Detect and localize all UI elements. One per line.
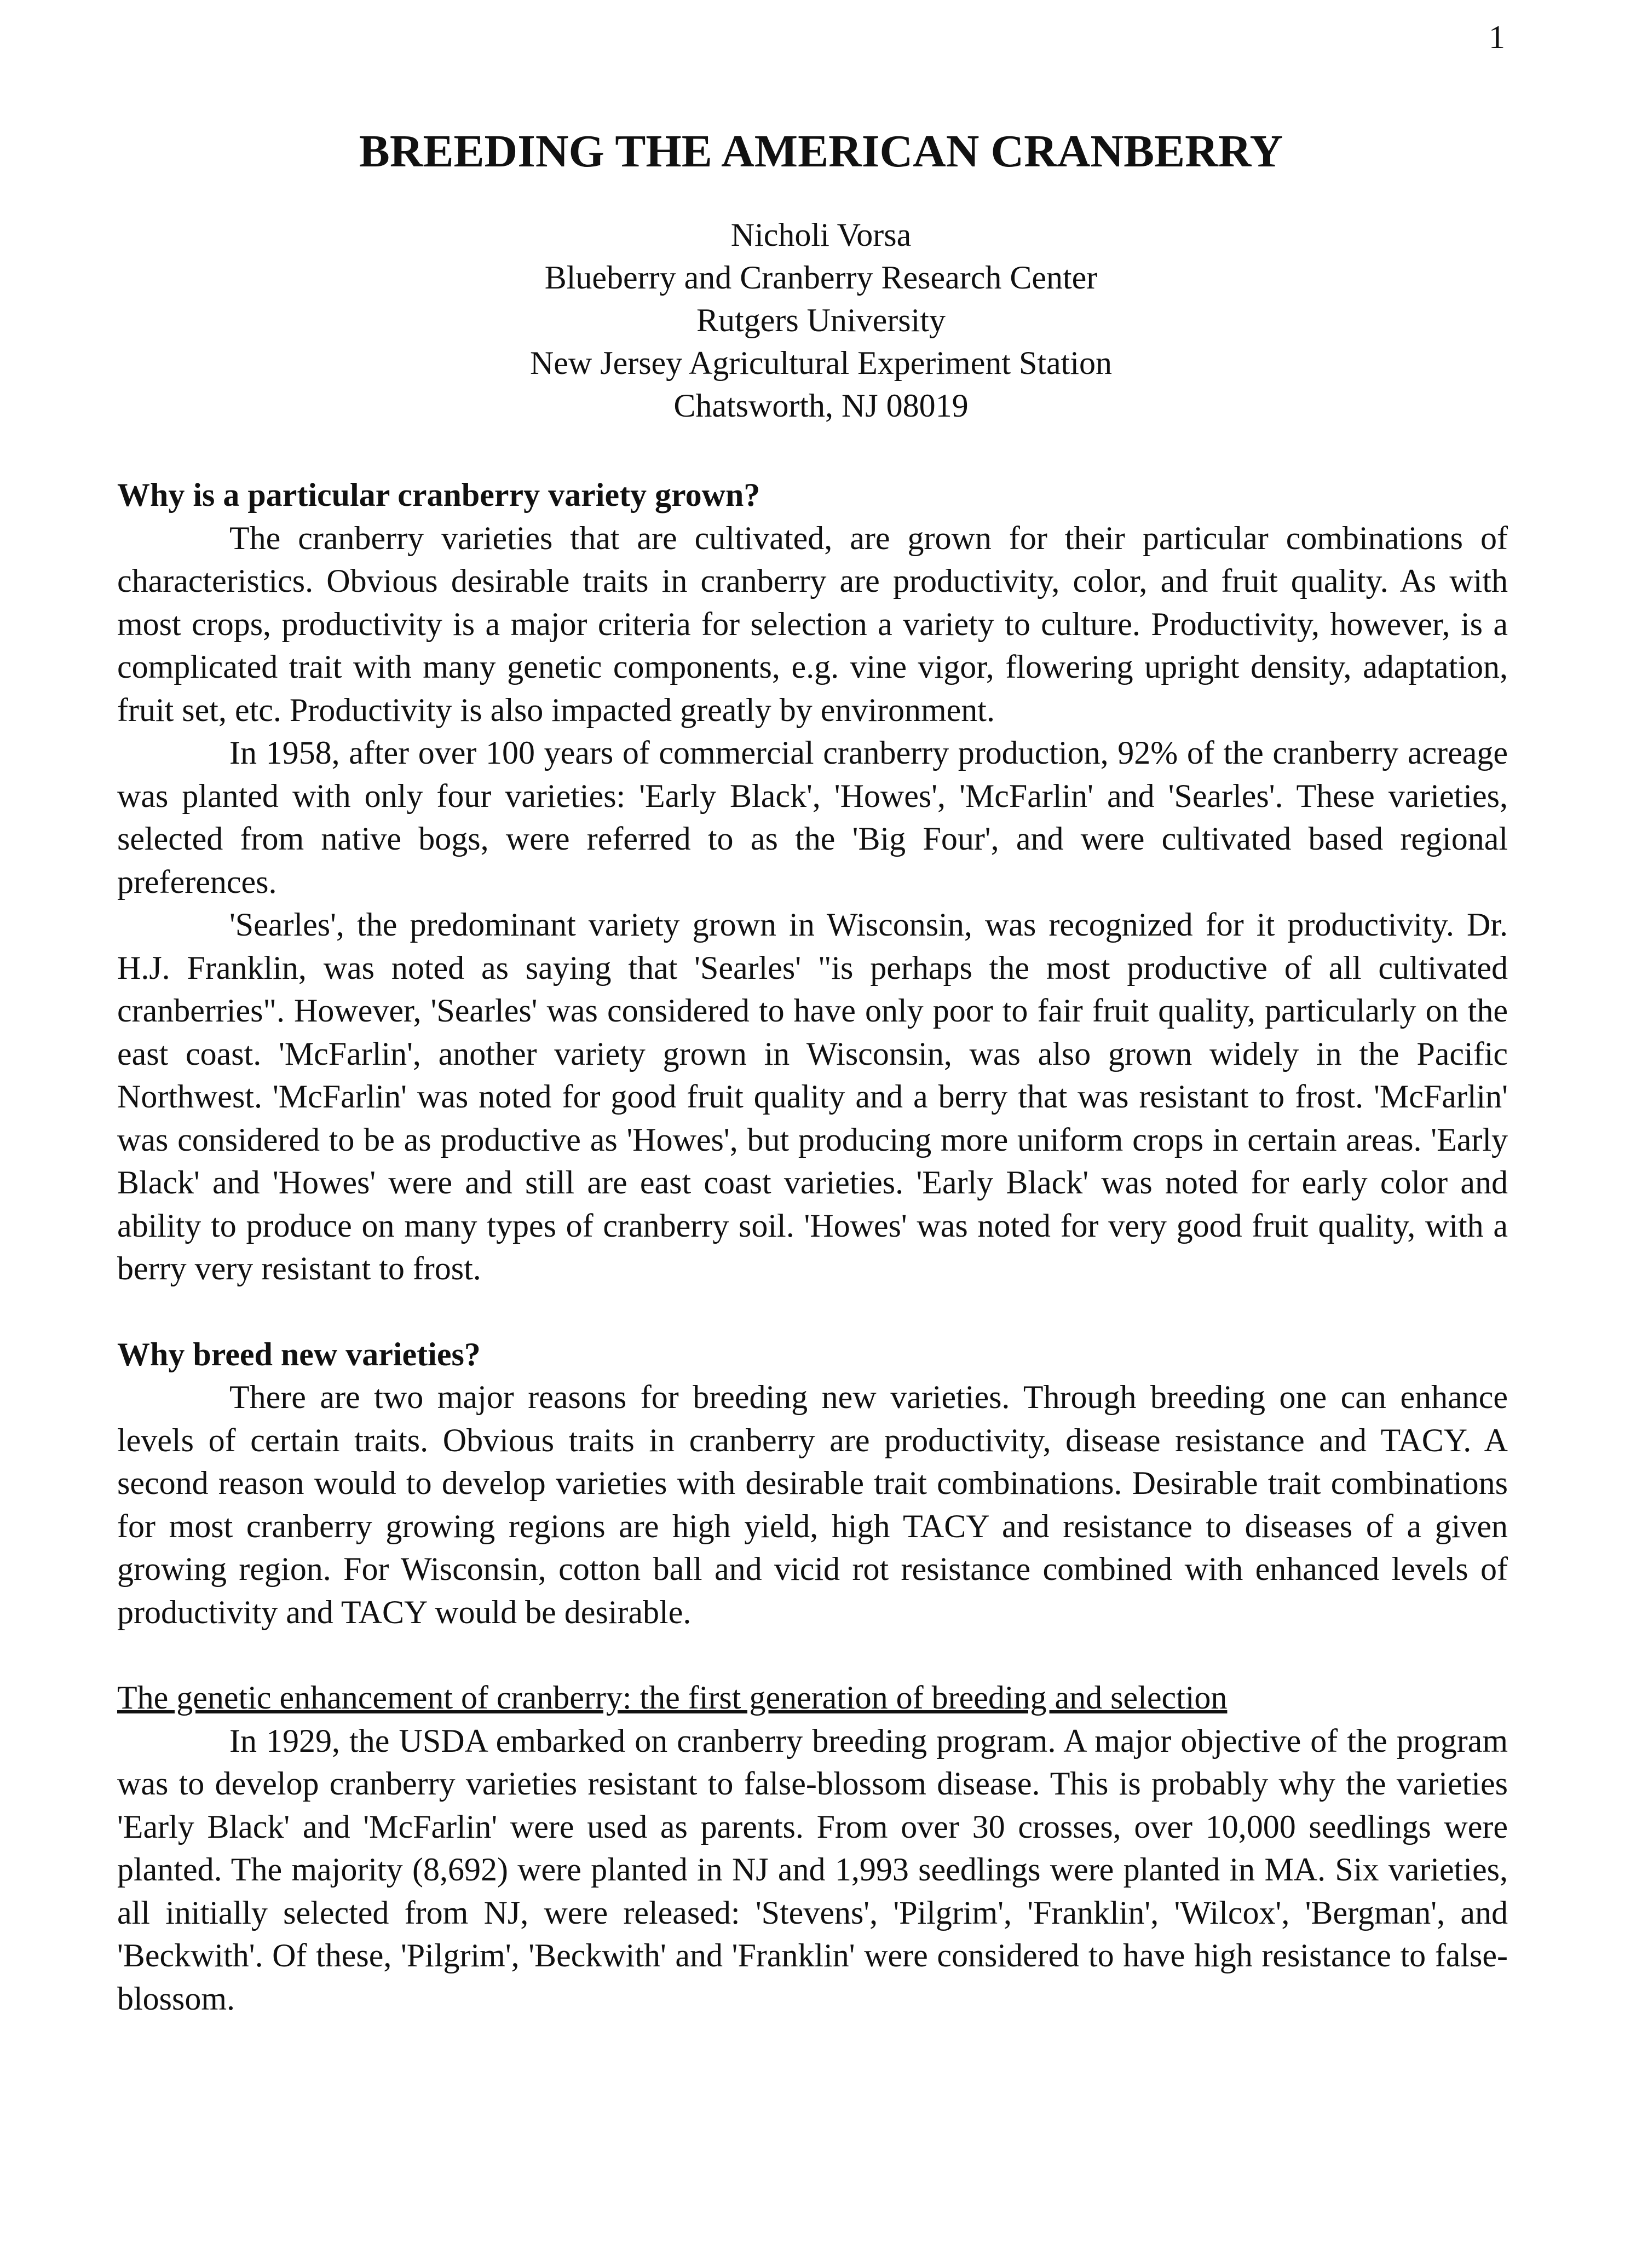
affiliation-line: New Jersey Agricultural Experiment Station xyxy=(529,345,1113,381)
section-gap xyxy=(117,1290,1508,1333)
affiliation-line: Rutgers University xyxy=(696,302,946,338)
author-block xyxy=(0,213,1642,427)
section-heading: Why breed new varieties? xyxy=(117,1336,481,1372)
page-number: 1 xyxy=(1489,19,1505,55)
paragraph: In 1958, after over 100 years of commercial cranberry production, 92% of the cranberry acreage was planted with only four varieties: 'Early Black', 'Howes', 'McFarlin' and 'Searles'. These varieties, selected from native bogs, were referred to as the 'Big Four', and were cultivated based regional preferences. xyxy=(117,735,1508,900)
paragraph: There are two major reasons for breeding new varieties. Through breeding one can enhance levels of certain traits. Obvious traits in cranberry are productivity, disease resistance and TACY. A second reason would to develop varieties with desirable trait combinations. Desirable trait combinations for most cranberry growing regions are high yield, high TACY and resistance to diseases of a given growing region. For Wisconsin, cotton ball and vicid rot resistance combined with enhanced levels of productivity and TACY would be desirable. xyxy=(117,1379,1508,1630)
subsection-heading: The genetic enhancement of cranberry: the first generation of breeding and selection xyxy=(117,1680,1228,1716)
document-body xyxy=(117,474,1508,2020)
paragraph: In 1929, the USDA embarked on cranberry breeding program. A major objective of the program was to develop cranberry varieties resistant to false-blossom disease. This is probably why the varieties 'Early Black' and 'McFarlin' were used as parents. From over 30 crosses, over 10,000 seedlings were planted. The majority (8,692) were planted in NJ and 1,993 seedlings were planted in MA. Six varieties, all initially selected from NJ, were released: 'Stevens', 'Pilgrim', 'Franklin', 'Wilcox', 'Bergman', and 'Beckwith'. Of these, 'Pilgrim', 'Beckwith' and 'Franklin' were considered to have high resistance to false-blossom. xyxy=(117,1722,1508,2017)
author-name: Nicholi Vorsa xyxy=(730,217,912,253)
section-why-breed xyxy=(117,1333,1508,1634)
affiliation-line: Blueberry and Cranberry Research Center xyxy=(544,259,1098,296)
section-why-grown xyxy=(117,474,1508,1290)
paragraph: 'Searles', the predominant variety grown in Wisconsin, was recognized for it productivity. Dr. H.J. Franklin, was noted as saying that 'Searles' "is perhaps the most productive of all cultivated cranberries". However, 'Searles' was considered to have only poor to fair fruit quality, particularly on the east coast. 'McFarlin', another variety grown in Wisconsin, was also grown widely in the Pacific Northwest. 'McFarlin' was noted for good fruit quality and a berry that was resistant to frost. 'McFarlin' was considered to be as productive as 'Howes', but producing more uniform crops in certain areas. 'Early Black' and 'Howes' were and still are east coast varieties. 'Early Black' was noted for early color and ability to produce on many types of cranberry soil. 'Howes' was noted for very good fruit quality, with a berry very resistant to frost. xyxy=(117,907,1508,1286)
section-heading: Why is a particular cranberry variety grown? xyxy=(117,477,760,513)
affiliation-line: Chatsworth, NJ 08019 xyxy=(673,388,969,424)
section-gap xyxy=(117,1634,1508,1676)
paragraph: The cranberry varieties that are cultivated, are grown for their particular combinations of characteristics. Obvious desirable traits in cranberry are productivity, color, and fruit quality. As with most crops, productivity is a major criteria for selection a variety to culture. Productivity, however, is a complicated trait with many genetic components, e.g. vine vigor, flowering upright density, adaptation, fruit set, etc. Productivity is also impacted greatly by environment. xyxy=(117,520,1508,728)
document-title: BREEDING THE AMERICAN CRANBERRY xyxy=(359,126,1283,177)
section-genetic-enhancement xyxy=(117,1676,1508,2020)
